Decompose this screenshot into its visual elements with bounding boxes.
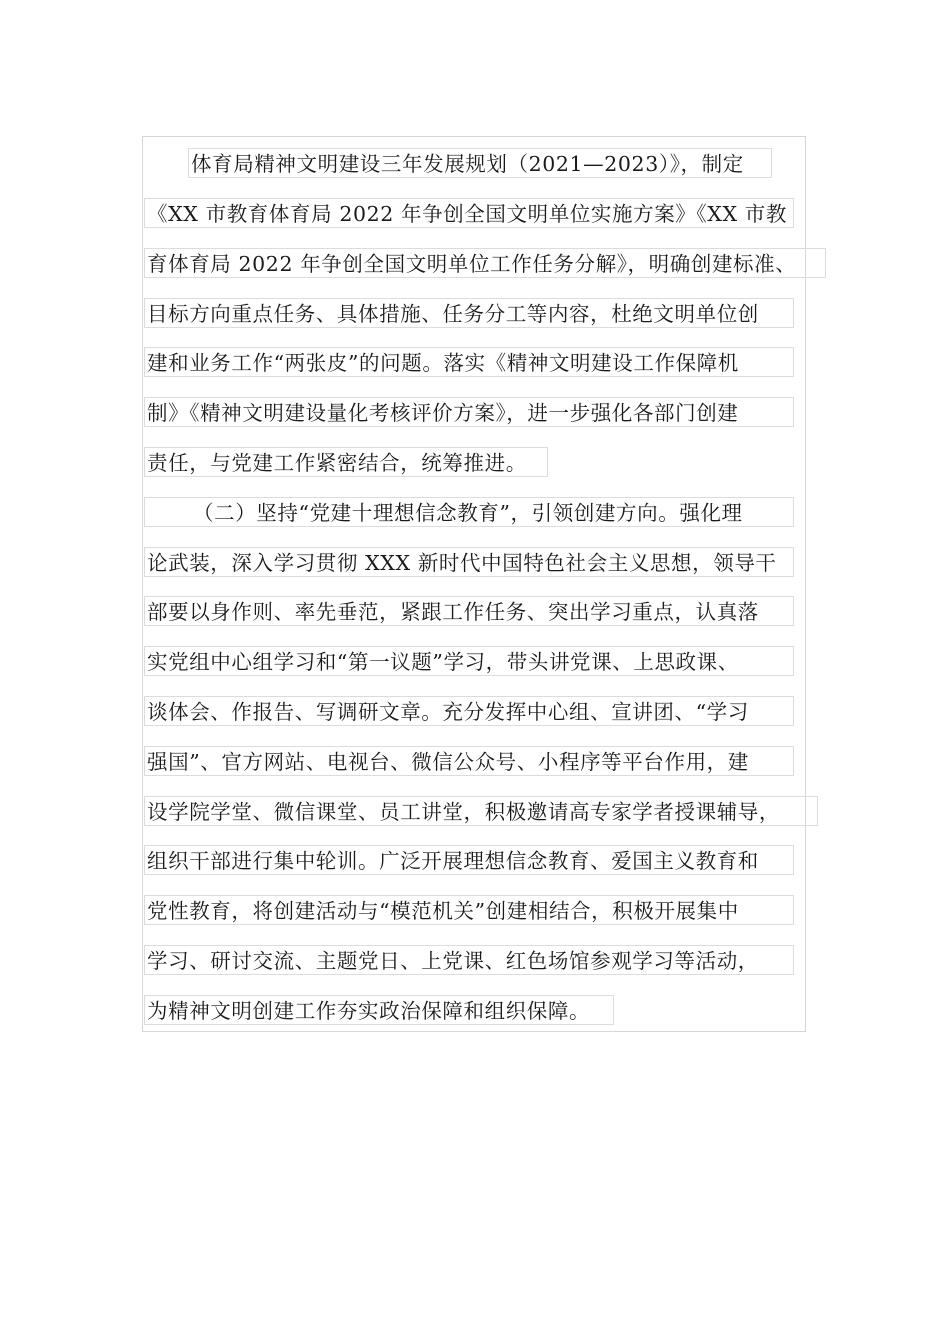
text-line-7: 责任，与党建工作紧密结合，统筹推进。 [144, 447, 548, 477]
text-line-12: 谈体会、作报告、写调研文章。充分发挥中心组、宣讲团、“学习 [144, 696, 794, 726]
text-line-15: 组织干部进行集中轮训。广泛开展理想信念教育、爱国主义教育和 [144, 845, 794, 875]
text-line-6: 制》《精神文明建设量化考核评价方案》，进一步强化各部门创建 [144, 397, 794, 427]
text-line-16: 党性教育，将创建活动与“模范机关”创建相结合，积极开展集中 [144, 895, 794, 925]
text-line-4: 目标方向重点任务、具体措施、任务分工等内容，杜绝文明单位创 [144, 298, 794, 328]
text-line-10: 部要以身作则、率先垂范，紧跟工作任务、突出学习重点，认真落 [144, 596, 794, 626]
text-line-3: 育体育局 2022 年争创全国文明单位工作任务分解》，明确创建标准、 [144, 248, 826, 278]
text-line-18: 为精神文明创建工作夯实政治保障和组织保障。 [144, 995, 614, 1025]
text-line-5: 建和业务工作“两张皮”的问题。落实《精神文明建设工作保障机 [144, 347, 794, 377]
text-line-2: 《XX 市教育体育局 2022 年争创全国文明单位实施方案》《XX 市教 [144, 198, 794, 228]
text-line-11: 实党组中心组学习和“第一议题”学习，带头讲党课、上思政课、 [144, 646, 794, 676]
text-line-17: 学习、研讨交流、主题党日、上党课、红色场馆参观学习等活动， [144, 945, 794, 975]
text-line-9: 论武装，深入学习贯彻 XXX 新时代中国特色社会主义思想，领导干 [144, 547, 794, 577]
text-line-14: 设学院学堂、微信课堂、员工讲堂，积极邀请高专家学者授课辅导， [144, 796, 818, 826]
text-line-1: 体育局精神文明建设三年发展规划（2021—2023）》，制定 [188, 148, 772, 178]
text-line-8: （二）坚持“党建十理想信念教育”，引领创建方向。强化理 [144, 497, 794, 527]
text-line-13: 强国”、官方网站、电视台、微信公众号、小程序等平台作用，建 [144, 746, 794, 776]
